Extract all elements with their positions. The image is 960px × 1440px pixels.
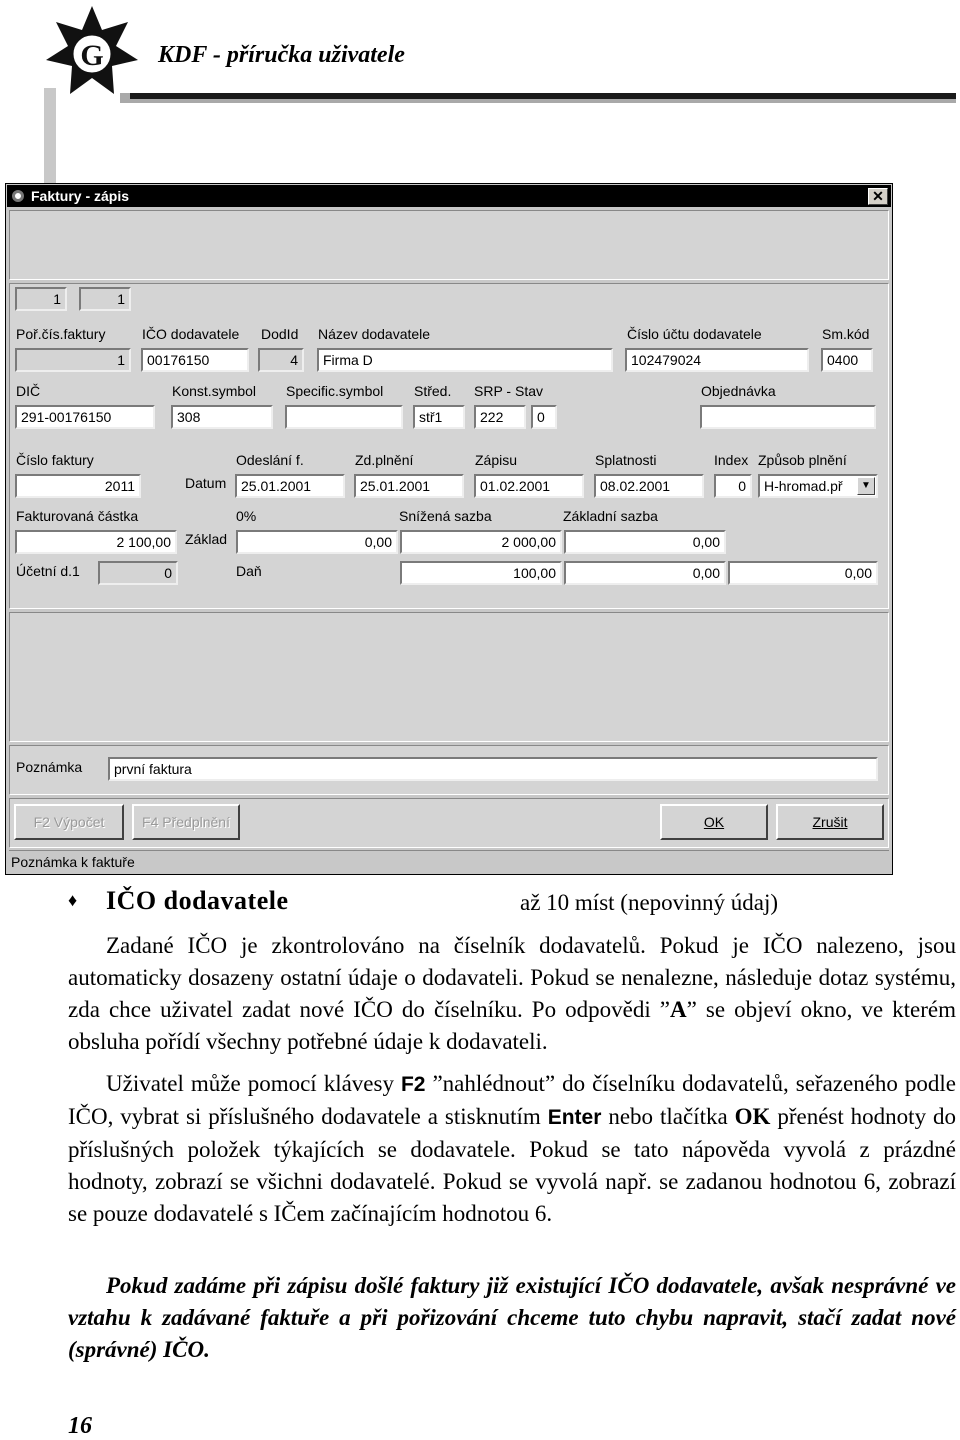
odeslani-field[interactable]: 25.01.2001 [235,474,345,498]
label-odeslani: Odeslání f. [236,452,304,468]
p1-text: Zadané IČO je zkontrolováno na číselník dodavatelů. Pokud je IČO nalezeno, jsou automaticky dosazeny ostatní údaje o dodavateli. Pokud se nenalezne, následuje dotaz systému, zda chce uživatel zadat nové IČO do číselníku. Po odpovědi ” [68,933,956,1022]
page-number: 16 [68,1413,92,1439]
label-ico: IČO dodavatele [142,326,240,342]
label-datum: Datum [185,475,227,491]
ico-field[interactable]: 00176150 [141,348,249,372]
button-panel [9,798,889,848]
f4-predplneni-button[interactable]: F4 Předplnění [132,804,240,840]
label-zpusob: Způsob plnění [758,452,847,468]
zaklad-0-field[interactable]: 0,00 [236,530,398,554]
zaklad-zakladni-field[interactable]: 0,00 [564,530,726,554]
label-stred: Střed. [414,383,452,399]
poznamka-panel [9,745,889,795]
faktury-window [5,183,893,875]
fakt-castka-field[interactable]: 2 100,00 [15,530,177,554]
ok-button[interactable] [660,804,768,840]
zaklad-snizena-field[interactable]: 2 000,00 [400,530,562,554]
label-snizena: Snížená sazba [399,508,492,524]
splatnosti-field[interactable]: 08.02.2001 [594,474,704,498]
zapisu-field[interactable]: 01.02.2001 [474,474,584,498]
label-splatnosti: Splatnosti [595,452,657,468]
p1-key: A [670,997,687,1022]
f2-vypocet-button[interactable]: F2 Výpočet [14,804,124,840]
srp-field[interactable]: 222 [474,405,526,429]
app-icon [12,190,24,202]
label-zapisu: Zápisu [475,452,518,468]
label-fakt-castka: Fakturovaná částka [16,508,139,524]
p1-end: ” se objeví okno, ve kterém obsluha pořídí všechny potřebné údaje k dodavateli. [68,997,957,1054]
label-ucetni: Účetní d.1 [16,563,80,579]
label-nazev: Název dodavatele [318,326,431,342]
stav-field[interactable]: 0 [531,405,557,429]
p2-b: ”nahlédnout” do číselníku dodavatelů, seřazeného podle IČO, vybrat si příslušného dodavatele a stisknutím [68,1071,956,1129]
status-bar: Poznámka k faktuře [9,850,889,872]
poznamka-field[interactable]: první faktura [108,757,878,781]
p2-a: Uživatel může pomocí klávesy [106,1071,401,1096]
label-objednavka: Objednávka [701,383,776,399]
term-note: až 10 míst (nepovinný údaj) [520,890,779,915]
counter-field-1: 1 [15,287,67,311]
counter-field-2: 1 [79,287,131,311]
label-smkod: Sm.kód [822,326,870,342]
zpusob-plneni-value: H-hromad.př [764,478,843,494]
p3-text: Pokud zadáme při zápisu došlé faktury již existující IČO dodavatele, avšak nesprávné ve vztahu k zadávané faktuře a při pořizování chceme tuto chybu napravit, stačí zadat nové (správné) IČO. [68,1273,956,1362]
cislo-faktury-field[interactable]: 2011 [15,474,141,498]
paragraph-3 [68,1270,956,1366]
index-field[interactable]: 0 [714,474,752,498]
dodid-field: 4 [258,348,304,372]
paragraph-2 [68,1068,956,1230]
top-empty-panel [9,210,889,280]
zpusob-plneni-select[interactable] [758,474,878,498]
label-konst: Konst.symbol [172,383,257,399]
dan-extra-field[interactable]: 0,00 [728,561,878,585]
label-zdpl: Zd.plnění [355,452,414,468]
close-button[interactable]: ✕ [868,188,888,205]
p2-key-ok: OK [734,1104,771,1129]
window-titlebar[interactable] [7,185,891,207]
window-title: Faktury - zápis [31,188,130,204]
paragraph-1 [68,930,956,1058]
ucetni-field: 0 [98,561,178,585]
label-zakladni: Základní sazba [563,508,658,524]
specif-symbol-field[interactable] [285,405,403,429]
dic-field[interactable]: 291-00176150 [15,405,155,429]
chevron-down-icon[interactable]: ▼ [857,477,875,495]
p2-d: přenést hodnoty do příslušných položek týkajících se dodavatele. Pokud se tato nápověda vyvolá z prázdné hodnoty, zobrazí se všichni dodavatelé. Pokud se vyvolá např. se zadanou hodnotou 6, zobrazí se pouze dodavatelé s IČem začínajícím hodnotou 6. [68,1104,956,1226]
label-nula-procent: 0% [236,508,257,524]
page-header-title: KDF - příručka uživatele [158,42,405,68]
zrusit-button[interactable] [776,804,884,840]
zrusit-button-label: Zrušit [812,814,848,830]
dan-zakladni-field[interactable]: 0,00 [564,561,726,585]
label-dan: Daň [236,563,262,579]
logo-letter: G [80,39,104,72]
dan-snizena-field[interactable]: 100,00 [400,561,562,585]
header-side-bar [44,88,56,188]
label-poznamka: Poznámka [16,759,83,775]
stred-field[interactable]: stř1 [413,405,465,429]
konst-symbol-field[interactable]: 308 [171,405,273,429]
objednavka-field[interactable] [700,405,876,429]
label-dodid: DodId [261,326,299,342]
label-zaklad: Základ [185,531,228,547]
smkod-field[interactable]: 0400 [821,348,873,372]
main-form-panel [9,283,889,609]
label-index: Index [714,452,749,468]
p2-c: nebo tlačítka [601,1104,735,1129]
logo [44,4,140,100]
label-cislo-faktury: Číslo faktury [16,452,94,468]
label-dic: DIČ [16,383,41,399]
p2-key-enter: Enter [547,1106,602,1129]
zdpl-field[interactable]: 25.01.2001 [354,474,464,498]
ucet-field[interactable]: 102479024 [625,348,809,372]
nazev-field[interactable]: Firma D [317,348,613,372]
header-rule-dark [130,93,956,99]
label-ucet: Číslo účtu dodavatele [627,326,762,342]
label-specif: Specific.symbol [286,383,384,399]
por-cis-field: 1 [15,348,131,372]
p2-key-f2: F2 [400,1073,426,1096]
label-srp-stav: SRP - Stav [474,383,543,399]
bullet-diamond-icon: ♦ [68,890,78,910]
ok-button-label: OK [703,814,725,830]
empty-panel [9,612,889,742]
label-por-cis: Poř.čís.faktury [16,326,106,342]
term-heading: IČO dodavatele [106,886,289,915]
